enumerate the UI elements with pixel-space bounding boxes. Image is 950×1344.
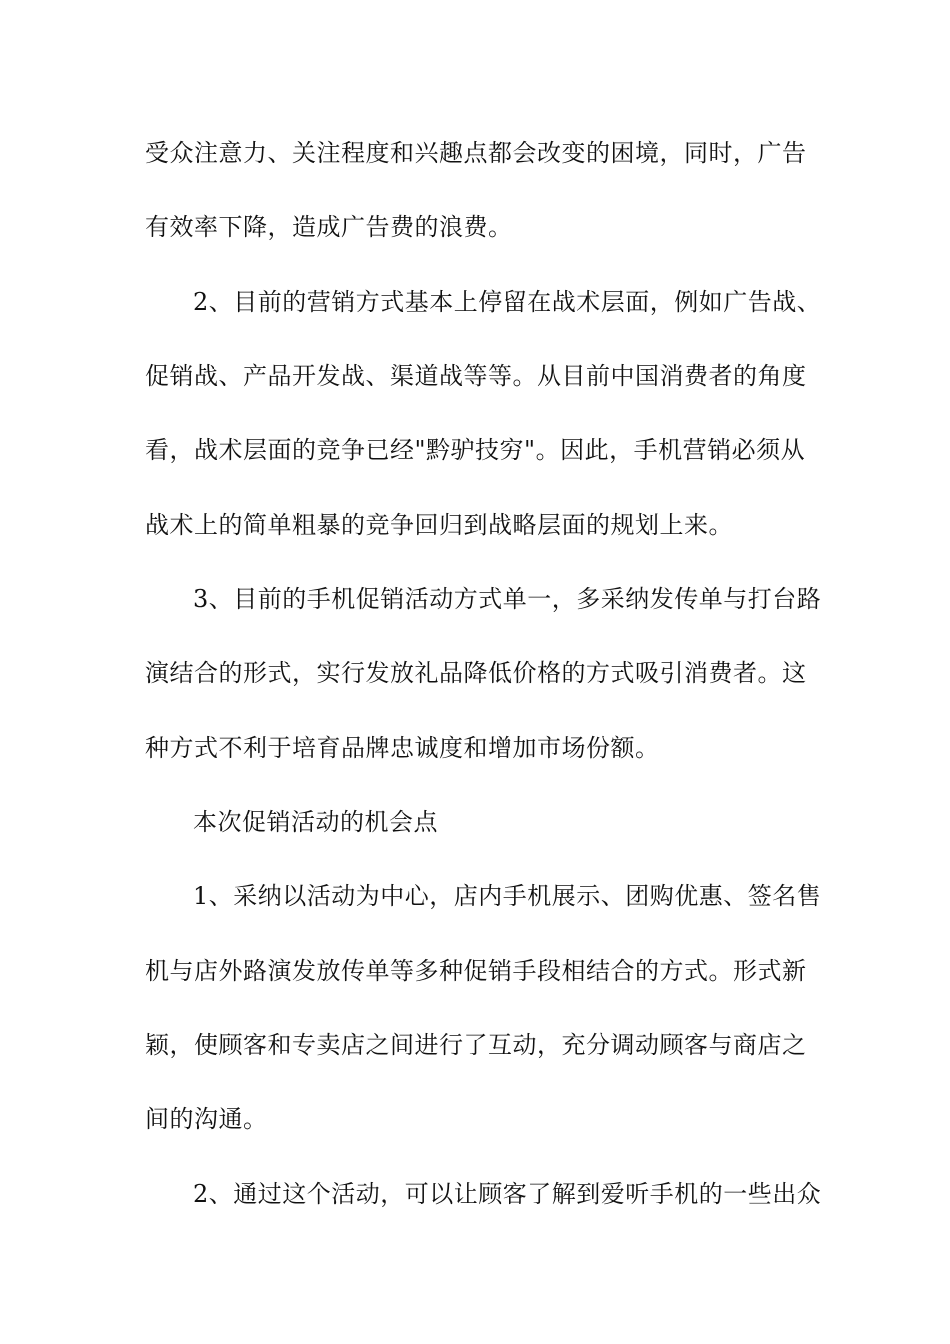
- text-line-3: 2、目前的营销方式基本上停留在战术层面，例如广告战、: [193, 288, 822, 316]
- text-line-8: 演结合的形式，实行发放礼品降低价格的方式吸引消费者。这: [145, 659, 807, 687]
- text-line-11: 1、采纳以活动为中心，店内手机展示、团购优惠、签名售: [193, 882, 822, 910]
- text-line-5: 看，战术层面的竞争已经"黔驴技穷"。因此，手机营销必须从: [145, 436, 806, 464]
- text-line-2: 有效率下降，造成广告费的浪费。: [145, 213, 513, 241]
- text-line-6: 战术上的简单粗暴的竞争回归到战略层面的规划上来。: [145, 511, 733, 539]
- text-line-13: 颖，使顾客和专卖店之间进行了互动，充分调动顾客与商店之: [145, 1031, 807, 1059]
- text-line-14: 间的沟通。: [145, 1105, 268, 1133]
- text-line-1: 受众注意力、关注程度和兴趣点都会改变的困境，同时，广告: [145, 139, 807, 167]
- text-line-15: 2、通过这个活动，可以让顾客了解到爱听手机的一些出众: [193, 1180, 822, 1208]
- text-line-12: 机与店外路演发放传单等多种促销手段相结合的方式。形式新: [145, 957, 807, 985]
- text-line-4: 促销战、产品开发战、渠道战等等。从目前中国消费者的角度: [145, 362, 807, 390]
- text-line-7: 3、目前的手机促销活动方式单一，多采纳发传单与打台路: [193, 585, 822, 613]
- text-line-9: 种方式不利于培育品牌忠诚度和增加市场份额。: [145, 734, 660, 762]
- section-heading: 本次促销活动的机会点: [193, 808, 438, 836]
